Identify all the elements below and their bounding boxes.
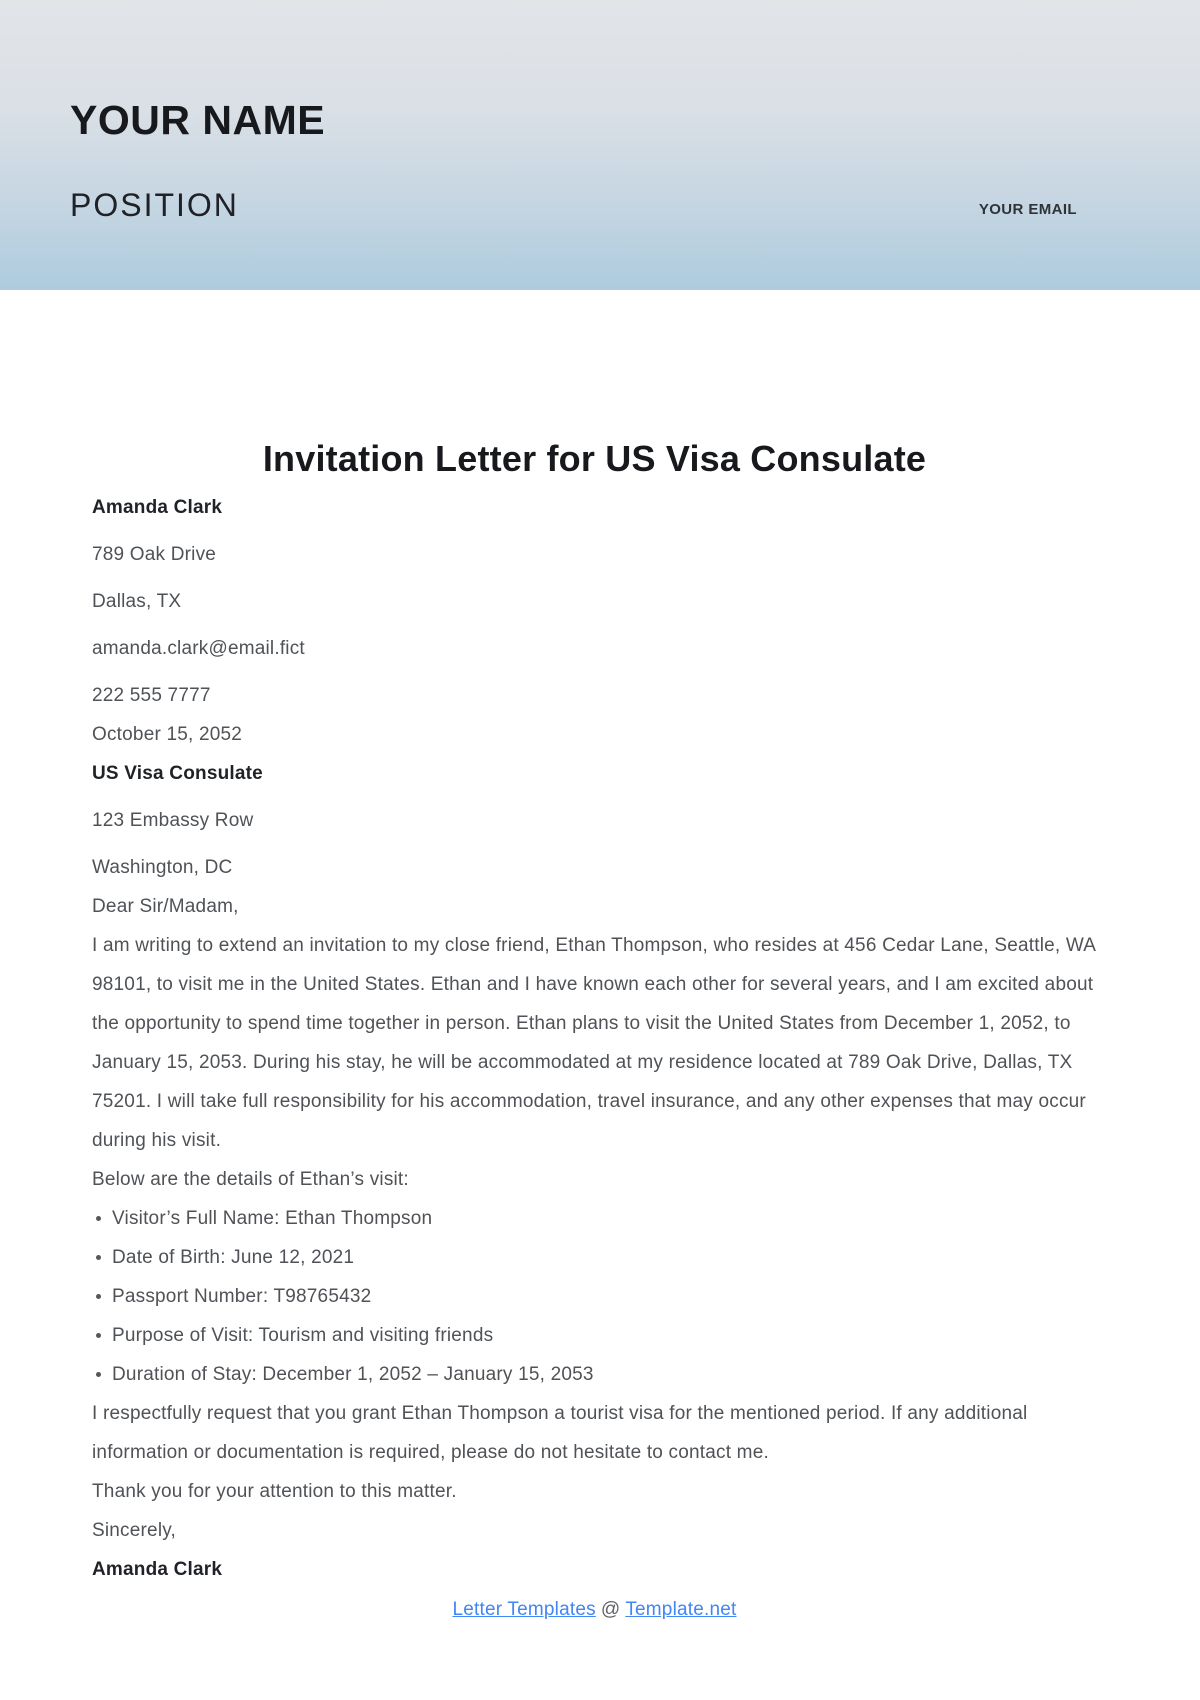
visit-detail-text: Passport Number: T98765432 [112,1286,372,1307]
sender-phone: 222 555 7777 [92,685,211,706]
sender-address-line2: Dallas, TX [92,591,182,612]
visit-detail-item [92,1199,1097,1238]
visit-detail-text: Purpose of Visit: Tourism and visiting friends [112,1325,494,1346]
visit-detail-text: Date of Birth: June 12, 2021 [112,1247,355,1268]
letter-date: October 15, 2052 [92,724,243,745]
salutation: Dear Sir/Madam, [92,896,239,917]
visit-detail-item [92,1355,1097,1394]
visit-detail-text: Visitor’s Full Name: Ethan Thompson [112,1208,433,1229]
signature-name: Amanda Clark [92,1559,223,1580]
body-paragraph: I am writing to extend an invitation to my close friend, Ethan Thompson, who resides at 456 Cedar Lane, Seattle, WA 98101, to visit me in the United States. Ethan and I have known each other for several years, and I am excited about the opportunity to spend time together in person. Ethan plans to visit the United States from December 1, 2052, to January 15, 2053. During his stay, he will be accommodated at my residence located at 789 Oak Drive, Dallas, TX 75201. I will take full responsibility for his accommodation, travel insurance, and any other expenses that may occur during his visit. [92,935,1096,1151]
recipient-name: US Visa Consulate [92,763,263,784]
sender-name: Amanda Clark [92,497,223,518]
bullet-icon [96,1333,101,1338]
bullet-icon [96,1216,101,1221]
sender-address-line1: 789 Oak Drive [92,544,217,565]
letter-title: Invitation Letter for US Visa Consulate [262,438,927,479]
letterhead-position: POSITION [70,187,239,223]
details-intro: Below are the details of Ethan’s visit: [92,1169,409,1190]
visit-detail-item [92,1316,1097,1355]
visit-detail-item [92,1238,1097,1277]
visit-details-list [92,1199,1097,1394]
footer [92,1590,1097,1629]
letter-templates-link[interactable]: Letter Templates [452,1599,596,1620]
bullet-icon [96,1294,101,1299]
request-paragraph: I respectfully request that you grant Ethan Thompson a tourist visa for the mentioned period. If any additional information or documentation is required, please do not hesitate to contact me. [92,1403,1028,1463]
visit-detail-text: Duration of Stay: December 1, 2052 – January 15, 2053 [112,1364,594,1385]
bullet-icon [96,1372,101,1377]
letterhead-email: YOUR EMAIL [978,201,1077,218]
letterhead-name: YOUR NAME [70,97,326,143]
recipient-address-line2: Washington, DC [92,857,233,878]
sender-email: amanda.clark@email.fict [92,638,305,659]
bullet-icon [96,1255,101,1260]
recipient-address-line1: 123 Embassy Row [92,810,254,831]
template-net-link[interactable]: Template.net [625,1599,737,1620]
closing-line: Sincerely, [92,1520,177,1541]
letter-body [0,290,1200,1629]
visit-detail-item [92,1277,1097,1316]
letterhead [0,0,1200,290]
thanks-line: Thank you for your attention to this matter. [92,1481,457,1502]
footer-separator: @ [600,1599,621,1620]
